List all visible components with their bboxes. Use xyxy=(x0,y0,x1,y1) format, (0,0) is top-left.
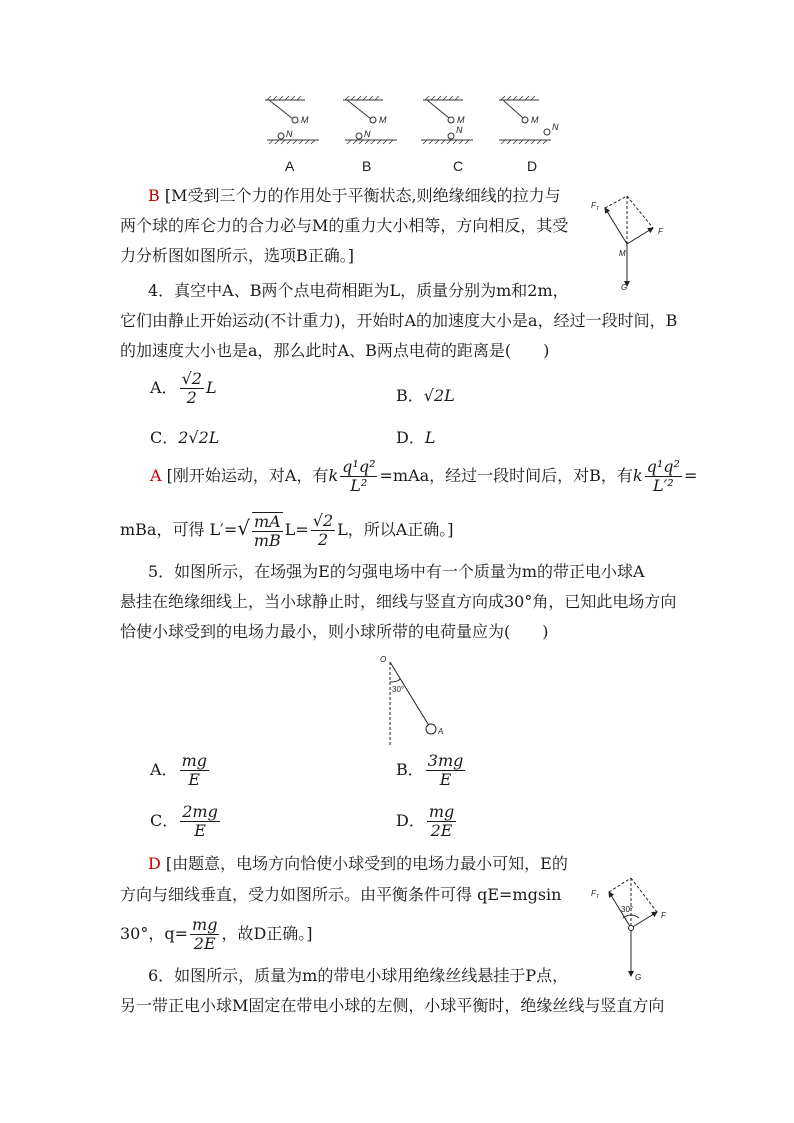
label-M-b: M xyxy=(379,115,387,125)
q5-answer: D xyxy=(148,854,161,873)
q5-option-a[interactable]: A． $\frac{mg}{E}$ xyxy=(150,751,207,789)
label-N-c: N xyxy=(456,125,463,135)
label-N-b: N xyxy=(364,129,371,139)
q3-m-label: M xyxy=(619,249,626,258)
q4-stem-line3: 的加速度大小也是a，那么此时A、B两点电荷的距离是( ) xyxy=(120,341,550,360)
q6-stem-line2: 另一带正电小球M固定在带电小球的左侧，小球平衡时，绝缘丝线与竖直方向 xyxy=(120,996,665,1015)
q5-option-b[interactable]: B． $\frac{3mg}{E}$ xyxy=(396,751,464,789)
q5-option-c[interactable]: C． $\frac{2mg}{E}$ xyxy=(150,802,218,840)
options-figure xyxy=(255,92,575,152)
label-M-c: M xyxy=(457,115,465,125)
q5-ft-label: F xyxy=(591,889,596,898)
label-N-a: N xyxy=(286,129,293,139)
q5-explanation-line2: 方向与细线垂直，受力如图所示。由平衡条件可得 qE=mgsin xyxy=(120,885,562,904)
figure-option-label-c: C xyxy=(453,158,464,174)
q5-fig2-angle-label: 30° xyxy=(621,905,634,914)
q4-option-b[interactable]: B．√2L xyxy=(396,386,455,405)
q3-explanation-line2: 两个球的库仑力的合力必与M的重力大小相等，方向相反，其受 xyxy=(120,216,569,235)
q5-g-label: G xyxy=(635,973,642,982)
q5-f-label: F xyxy=(661,911,666,920)
label-N-d: N xyxy=(552,122,559,132)
q5-a-label: A xyxy=(438,727,444,736)
q4-stem-line2: 它们由静止开始运动(不计重力)，开始时A的加速度大小是a，经过一段时间，B xyxy=(120,311,678,330)
label-M-d: M xyxy=(531,115,539,125)
q4-option-a[interactable]: A． $\frac{√2}{2}$ L xyxy=(150,369,217,407)
q3-ft-label: F xyxy=(591,201,596,210)
svg-text:T: T xyxy=(596,206,600,212)
q4-explanation-line2: mBa，可得 L′=√ $\frac{mA}{mB}$ L= $\frac{√2}{2}$ L，所以A正确。] xyxy=(120,511,454,550)
figure-option-label-d: D xyxy=(527,158,538,174)
figure-option-label-a: A xyxy=(285,158,295,174)
q3-g-label: G xyxy=(621,283,628,292)
q4-option-d[interactable]: D．L xyxy=(396,428,436,447)
figure-option-label-b: B xyxy=(362,158,372,174)
q5-angle-label: 30° xyxy=(392,685,405,694)
q4-option-c[interactable]: C．2√2L xyxy=(150,428,220,447)
q5-force-diagram xyxy=(585,868,675,983)
q5-option-d[interactable]: D． $\frac{mg}{2E}$ xyxy=(396,802,455,840)
q3-explanation-line3: 力分析图如图所示，选项B正确。] xyxy=(120,246,355,265)
q3-explanation-line1: B [M受到三个力的作用处于平衡状态,则绝缘细线的拉力与 xyxy=(148,186,561,205)
q5-stem-line1: 5．如图所示，在场强为E的匀强电场中有一个质量为m的带正电小球A xyxy=(148,562,645,581)
label-M-a: M xyxy=(301,115,309,125)
q4-stem-line1: 4．真空中A、B两个点电荷相距为L，质量分别为m和2m， xyxy=(148,281,569,300)
q5-stem-line3: 恰使小球受到的电场力最小，则小球所带的电荷量应为( ) xyxy=(120,622,549,641)
q4-explanation-line1: A [刚开始运动，对A，有k $\frac{\text{q¹q²}}{\text{L²}}$ =mAa，经过一段时间后，对B，有k $\frac{\text{q¹q²}}{\text{L′²}}$ = xyxy=(150,457,698,495)
q6-stem-line1: 6．如图所示，质量为m的带电小球用绝缘丝线悬挂于P点， xyxy=(148,966,569,985)
q5-stem-line2: 悬挂在绝缘细线上，当小球静止时，细线与竖直方向成30°角，已知此电场方向 xyxy=(120,592,677,611)
q4-answer: A xyxy=(150,466,162,485)
q5-pendulum-figure xyxy=(378,650,458,750)
q3-f-label: F xyxy=(658,227,663,236)
q5-o-label: O xyxy=(380,655,387,664)
q5-explanation-line3: 30°，q= $\frac{mg}{2E}$ ，故D正确。] xyxy=(120,915,313,953)
svg-text:T: T xyxy=(596,894,600,900)
q5-explanation-line1: D [由题意，电场方向恰使小球受到的电场力最小可知，E的 xyxy=(148,854,568,873)
q3-answer: B xyxy=(148,186,160,205)
q3-force-diagram xyxy=(585,188,675,298)
